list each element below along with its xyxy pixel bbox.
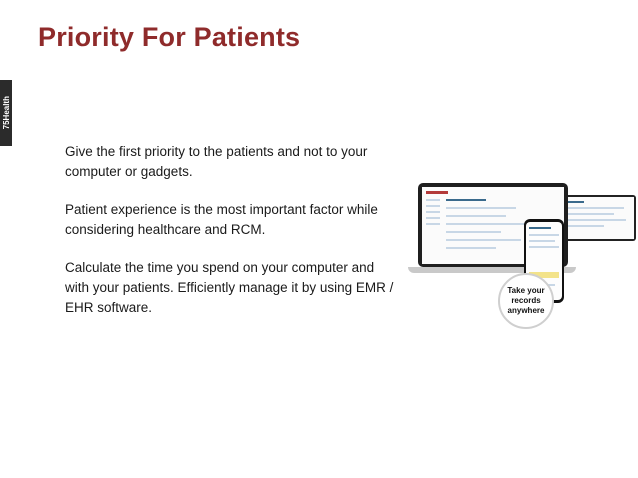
paragraph-3: Calculate the time you spend on your computer and with your patients. Efficiently manage it by using EMR / EHR software. [65, 260, 394, 315]
records-badge [498, 273, 554, 329]
slide-title: Priority For Patients [38, 22, 301, 52]
brand-logo-text: 75Health [1, 96, 11, 130]
badge-text: Take your records anywhere [507, 286, 545, 315]
paragraph-1: Give the first priority to the patients and not to your computer or gadgets. [65, 144, 368, 179]
brand-logo [0, 80, 12, 146]
paragraph-2: Patient experience is the most important factor while considering healthcare and RCM. [65, 202, 378, 237]
body-text [65, 142, 395, 336]
device-illustration [408, 183, 638, 333]
monitor-illustration [558, 195, 636, 241]
